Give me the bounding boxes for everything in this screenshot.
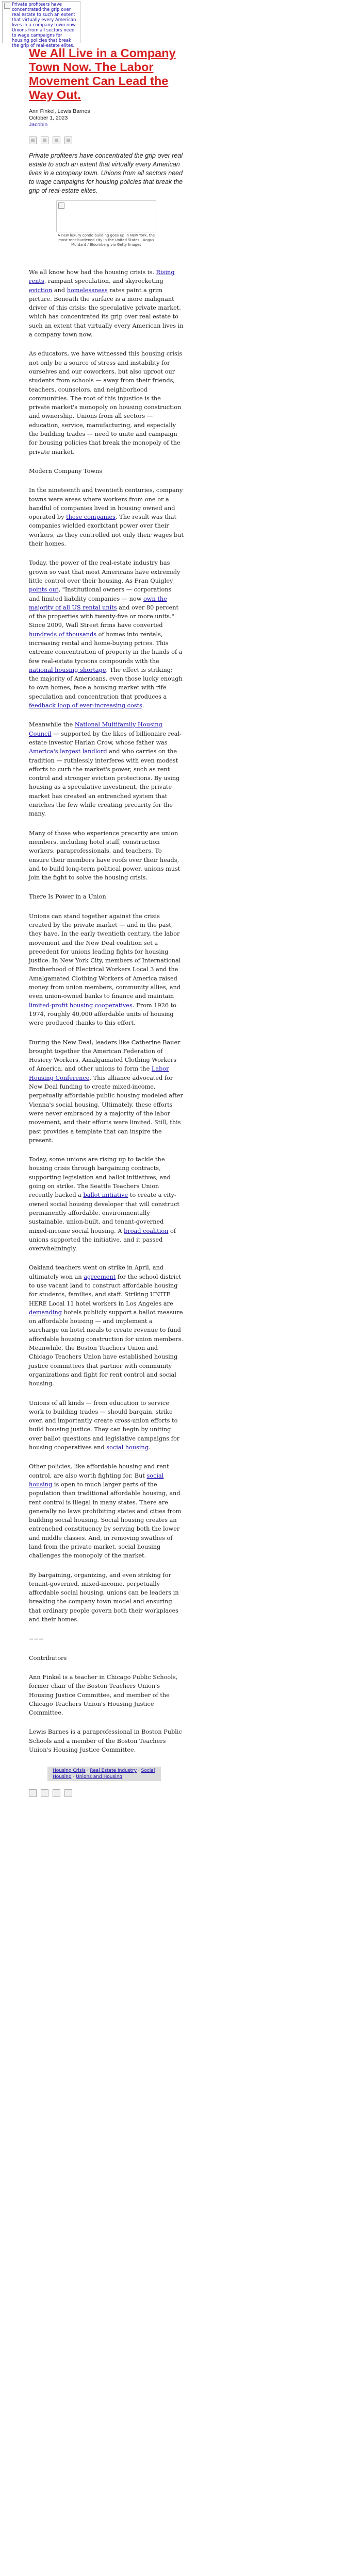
subhead-contributors: Contributors	[29, 1654, 67, 1662]
share-facebook-icon[interactable]	[29, 137, 37, 144]
paragraph-6: Many of those who experience precarity are union members, including hotel staff, construction workers, paraprofessionals, and teachers. To ensure their members have roofs over their heads, and to build long-term political power, unions must join the fight to solve the housing crisis.	[29, 829, 180, 882]
paragraph-10: Oakland teachers went on strike in April, and ultimately won an agreement for the school district to use vacant land to construct affordable housing for students, families, and staff. Striking UNITE HERE Local 11 hotel workers in Los Angeles are demanding hotels publicly support a ballot measure on affordable housing — and implement a surcharge on hotel meals to create revenue to fund affordable housing construction for union members. Meanwhile, the Boston Teachers Union and Chicago Teachers Union have established housing justice committees that partner with community organizations and fight for rent control and social housing.	[29, 1264, 184, 1387]
publication-link[interactable]: Jacobin	[29, 122, 48, 128]
link-nmhc[interactable]: National Multifamily Housing Council	[29, 721, 162, 737]
paragraph-11: Unions of all kinds — from education to service work to building trades — should bargain, strike over, and importantly create cross-union efforts to build housing justice. They can begin by uniting over ballot questions and legislative campaigns for housing cooperatives and social housing.	[29, 1399, 180, 1451]
paragraph-3: In the nineteenth and twentieth centuries, company towns were areas where workers from one or a handful of companies lived in housing owned and operated by those companies. The result was that companies wielded exorbitant power over their workers, as they controlled not only their wages but their homes.	[29, 487, 184, 548]
article-column	[29, 41, 184, 1797]
link-those-companies[interactable]: those companies	[66, 514, 116, 521]
paragraph-2: As educators, we have witnessed this housing crisis not only be a source of stress and instability for ourselves and our coworkers, but also uproot our students from schools — away from their friends, teachers, counselors, and neighborhood communities. The root of this injustice is the private market's monopoly on housing construction and ownership. Unions from all sectors — education, service, manufacturing, and especially the building trades — need to unite and campaign for housing policies that break the monopoly of the private market.	[29, 350, 183, 455]
paragraph-13: By bargaining, organizing, and even striking for tenant-governed, mixed-income, perpetually affordable social housing, unions can be leaders in breaking the company town model and ensuring that ordinary people govern both their workplaces and their homes.	[29, 1571, 179, 1623]
link-agreement[interactable]: agreement	[84, 1273, 116, 1280]
share-twitter-icon[interactable]	[41, 1789, 48, 1797]
article-image	[56, 200, 156, 232]
share-facebook-icon[interactable]	[29, 1789, 37, 1797]
paragraph-8: During the New Deal, leaders like Catherine Bauer brought together the American Federation of Hosiery Workers, Amalgamated Clothing Workers of America, and other unions to form the Labor Housing Conference. This alliance advocated for New Deal funding to create mixed-income, perpetually affordable public housing modeled after Vienna's social housing. Ultimately, these efforts were never embraced by a majority of the labor movement, and their efforts were limited. Still, this past provides a template that can inspire the present.	[29, 1039, 183, 1144]
article-dek: Private profiteers have concentrated the grip over real estate to such an extent that virtually every American lives in a company town. Unions from all sectors need to wage campaigns for housing policies that break the grip of real-estate elites.	[29, 152, 183, 194]
tag-social-housing[interactable]: Social Housing	[53, 1768, 155, 1780]
link-social-housing[interactable]: social housing	[106, 1444, 149, 1451]
paragraph-12: Other policies, like affordable housing and rent control, are also worth fighting for. But social housing is open to much larger parts of the population than traditional affordable housing, and rent control is illegal in many states. There are generally no laws prohibiting states and cities from building social housing. Social housing creates an entrenched constituency by serving both the lower and middle classes. And, in removing swathes of land from the private market, social housing challenges the monopoly of the market.	[29, 1463, 182, 1560]
link-rising-rents[interactable]: Rising rents	[29, 269, 175, 285]
share-linkedin-icon[interactable]	[53, 1789, 60, 1797]
paragraph-7: Unions can stand together against the crisis created by the private market — and in the past, they have. In the early twentieth century, the labor movement and the New Deal coalition set a precedent for unions leading fights for housing justice. In New York City, members of International Brotherhood of Electrical Workers Local 3 and the Amalgamated Clothing Workers of America raised money from union members, community allies, and even union-owned banks to finance and maintain limited-profit housing cooperatives. From 1926 to 1974, roughly 40,000 affordable units of housing were produced thanks to this effort.	[29, 912, 181, 1027]
link-labor-housing-conference[interactable]: Labor Housing Conference	[29, 1065, 169, 1081]
link-largest-landlord[interactable]: America's largest landlord	[29, 748, 107, 755]
link-feedback-loop[interactable]: feedback loop of ever-increasing costs	[29, 702, 142, 709]
share-email-icon[interactable]	[64, 137, 72, 144]
byline	[29, 108, 184, 128]
link-eviction[interactable]: eviction	[29, 286, 53, 294]
link-social-housing-2[interactable]: social housing	[29, 1472, 164, 1488]
subhead-company-towns: Modern Company Towns	[29, 467, 103, 474]
paragraph-5: Meanwhile the National Multifamily Housing Council — supported by the likes of billionaire real-estate investor Harlan Crow, whose father was America's largest landlord and who carries on the tradition — ruthlessly interferes with even modest efforts to curb the market's power, such as rent control and stronger eviction protections. By using housing as a speculative investment, the private market has created an entrenched system that enriches the few while creating precarity for the many.	[29, 721, 182, 818]
header-image-alt-text: Private profiteers have concentrated the grip over real estate to such an extent that virtually every American lives in a company town now. Unions from all sectors need to wage campaigns for housing policies that break the grip of real-estate elites.	[12, 2, 77, 48]
link-housing-shortage[interactable]: national housing shortage	[29, 666, 106, 673]
publish-date: October 1, 2023	[29, 115, 68, 121]
separator: ===	[29, 1635, 44, 1642]
link-hundreds-of-thousands[interactable]: hundreds of thousands	[29, 631, 97, 638]
link-demanding[interactable]: demanding	[29, 1309, 62, 1316]
link-homelessness[interactable]: homelessness	[67, 286, 108, 294]
link-cooperatives[interactable]: limited-profit housing cooperatives	[29, 1002, 133, 1009]
header-image[interactable]	[2, 1, 80, 48]
share-twitter-icon[interactable]	[41, 137, 48, 144]
contributor-2: Lewis Barnes is a paraprofessional in Boston Public Schools and a member of the Boston Teachers Union's Housing Justice Committee.	[29, 1728, 182, 1754]
paragraph-4: Today, the power of the real-estate industry has grown so vast that most Americans have extremely little control over their housing. As Fran Quigley points out, "Institutional owners — corporations and limited liability companies — now own the majority of all US rental units and over 80 percent of the properties with twenty-five or more units." Since 2009, Wall Street firms have converted hundreds of thousands of homes into rentals, increasing rental and home-buying prices. This extreme concentration of property in the hands of a few real-estate tycoons compounds with the national housing shortage. The effect is striking: the majority of Americans, even those lucky enough to own homes, face a housing market with rife speculation and concentration that produces a feedback loop of ever-increasing costs.	[29, 560, 183, 709]
tag-unions-and-housing[interactable]: Unions and Housing	[76, 1774, 123, 1780]
share-linkedin-icon[interactable]	[53, 137, 60, 144]
authors: Ann Finkel, Lewis Barnes	[29, 108, 90, 114]
tag-list: Housing Crisis · Real Estate Industry · Social Housing · Unions and Housing	[47, 1767, 161, 1781]
tag-housing-crisis[interactable]: Housing Crisis	[53, 1768, 86, 1774]
broken-image-icon	[4, 3, 10, 9]
link-ballot-initiative[interactable]: ballot initiative	[83, 1192, 128, 1199]
article-title[interactable]: We All Live in a Company Town Now. The Labor Movement Can Lead the Way Out.	[29, 46, 176, 101]
share-bar-bottom	[29, 1789, 184, 1797]
image-caption: A new luxury condo building goes up in New York, the most-rent-burdened city in the United States., Angus Mordant / Bloomberg via Getty Images	[57, 233, 155, 247]
link-points-out[interactable]: points out	[29, 586, 59, 594]
paragraph-9: Today, some unions are rising up to tackle the housing crisis through bargaining contracts, supporting legislation and ballot initiatives, and going on strike. The Seattle Teachers Union recently backed a ballot initiative to create a city-owned social housing developer that will construct permanently affordable, environmentally sustainable, union-built, and tenant-governed mixed-income social housing. A broad coalition of unions supported the initiative, and it passed overwhelmingly.	[29, 1156, 179, 1252]
tag-real-estate-industry[interactable]: Real Estate Industry	[90, 1768, 137, 1774]
share-bar	[29, 137, 184, 144]
paragraph-1: We all know how bad the housing crisis is. Rising rents, rampant speculation, and skyrocketing eviction and homelessness rates paint a grim picture. Beneath the surface is a more malignant driver of this crisis: the speculative private market, which has concentrated its grip over real estate to such an extent that virtually every American lives in a company town now.	[29, 269, 184, 338]
subhead-power-in-union: There Is Power in a Union	[29, 893, 106, 901]
contributor-1: Ann Finkel is a teacher in Chicago Public Schools, former chair of the Boston Teachers Union's Housing Justice Committee, and member of the Chicago Teachers Union's Housing Justice Committee.	[29, 1673, 178, 1717]
broken-image-icon	[58, 202, 64, 209]
link-broad-coalition[interactable]: broad coalition	[124, 1227, 169, 1234]
link-rental-units[interactable]: own the majority of all US rental units	[29, 595, 167, 611]
share-email-icon[interactable]	[64, 1789, 72, 1797]
